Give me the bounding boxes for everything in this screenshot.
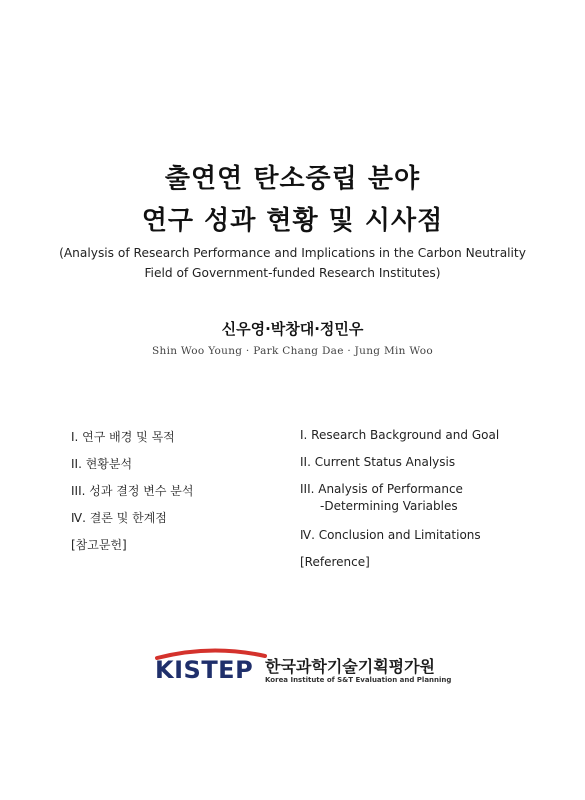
logo-mark: KISTEP <box>155 656 254 684</box>
toc-korean-item: II. 현황분석 <box>71 457 133 471</box>
toc-korean-item: I. 연구 배경 및 목적 <box>71 430 175 444</box>
toc-english <box>300 428 499 582</box>
title-line-2: 연구 성과 현황 및 시사점 <box>141 206 444 236</box>
title-line-1: 출연연 탄소중립 분야 <box>164 164 421 194</box>
toc-korean-item: Ⅳ. 결론 및 한계점 <box>71 511 167 525</box>
kistep-logo <box>155 646 452 690</box>
toc-english-item: Ⅳ. Conclusion and Limitations <box>300 528 481 542</box>
logo-korean-name: 한국과학기술기획평가원 <box>265 657 436 676</box>
authors-english: Shin Woo Young · Park Chang Dae · Jung Min Woo <box>152 345 433 357</box>
logo-english-name: Korea Institute of S&T Evaluation and Planning <box>265 676 452 684</box>
subtitle-line-2: Field of Government-funded Research Institutes) <box>144 266 441 280</box>
subtitle-line-1: (Analysis of Research Performance and Implications in the Carbon Neutrality <box>59 246 526 260</box>
toc-korean-item: III. 성과 결정 변수 분석 <box>71 484 194 498</box>
toc-english-item-line: III. Analysis of Performance <box>300 482 463 496</box>
toc-english-item: II. Current Status Analysis <box>300 455 456 469</box>
authors-korean: 신우영·박창대·정민우 <box>221 320 364 338</box>
toc-korean-item: [참고문헌] <box>71 538 127 552</box>
toc-english-item: I. Research Background and Goal <box>300 428 500 442</box>
toc-english-item <box>300 482 499 528</box>
toc-english-item-subline: -Determining Variables <box>320 499 458 513</box>
toc-english-item: [Reference] <box>300 555 370 569</box>
toc-korean <box>71 428 193 563</box>
